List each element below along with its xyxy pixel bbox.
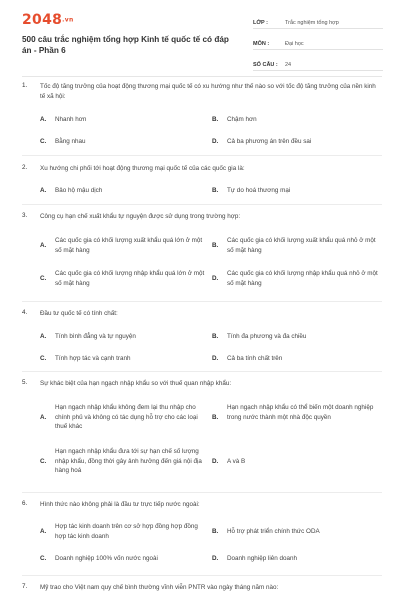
option-letter: C. xyxy=(40,555,47,562)
question-divider xyxy=(22,155,382,156)
option-text: Các quốc gia có khối lượng nhập khẩu quá nhỏ ở một số mặt hàng xyxy=(227,270,378,287)
option-letter: A. xyxy=(40,333,47,340)
question-number: 1. xyxy=(22,82,28,89)
question-number: 3. xyxy=(22,212,28,219)
document-title: 500 câu trắc nghiệm tổng hợp Kinh tế quốc tế có đáp án - Phần 6 xyxy=(22,35,229,55)
option-letter: A. xyxy=(40,528,47,535)
meta-key: SỐ CÂU : xyxy=(253,62,278,68)
question-divider xyxy=(22,204,382,205)
meta-value: 24 xyxy=(285,62,292,68)
meta-row-subject xyxy=(253,34,383,50)
meta-value: Trắc nghiệm tổng hợp xyxy=(285,20,339,26)
meta-row-class xyxy=(253,13,383,29)
option-text: Chậm hơn xyxy=(227,116,257,123)
option-text: Tính hợp tác và cạnh tranh xyxy=(55,355,131,362)
option-letter: B. xyxy=(212,528,219,535)
option-letter: D. xyxy=(212,555,219,562)
meta-value: Đại học xyxy=(285,41,304,47)
option-letter: A. xyxy=(40,414,47,421)
question-divider xyxy=(22,301,382,302)
question-text: Công cụ hạn chế xuất khẩu tự nguyện được sử dụng trong trường hợp: xyxy=(40,213,241,220)
question-number: 6. xyxy=(22,500,28,507)
option-letter: B. xyxy=(212,242,219,249)
meta-key: MÔN : xyxy=(253,41,270,47)
option-text: Các quốc gia có khối lượng nhập khẩu quá lớn ở một số mặt hàng xyxy=(55,270,205,287)
option-text: Doanh nghiệp 100% vốn nước ngoài xyxy=(55,555,158,562)
logo-suffix: .vn xyxy=(62,16,74,24)
document-meta xyxy=(253,13,383,76)
option-text: Bằng nhau xyxy=(55,138,86,145)
header xyxy=(0,0,400,68)
header-divider xyxy=(22,76,382,77)
option-letter: A. xyxy=(40,242,47,249)
question-number: 5. xyxy=(22,379,28,386)
question-divider xyxy=(22,371,382,372)
question-text: Đầu tư quốc tế có tính chất: xyxy=(40,310,118,317)
option-text: Hạn ngạch nhập khẩu không đem lại thu nhập cho chính phủ và không có tác dụng hỗ trợ cho các loại thuế khác xyxy=(55,404,198,430)
option-text: Tính bình đẳng và tự nguyện xyxy=(55,333,136,340)
site-logo[interactable] xyxy=(22,12,74,28)
option-letter: D. xyxy=(212,275,219,282)
question-text: Hình thức nào không phải là đầu tư trực tiếp nước ngoài: xyxy=(40,501,200,508)
option-letter: B. xyxy=(212,414,219,421)
option-letter: C. xyxy=(40,355,47,362)
option-letter: A. xyxy=(40,116,47,123)
option-text: Tự do hoá thương mại xyxy=(227,187,291,194)
option-letter: B. xyxy=(212,333,219,340)
meta-row-count xyxy=(253,55,383,71)
option-letter: C. xyxy=(40,275,47,282)
option-letter: B. xyxy=(212,187,219,194)
option-letter: D. xyxy=(212,355,219,362)
option-text: A và B xyxy=(227,458,246,465)
option-text: Hỗ trợ phát triển chính thức ODA xyxy=(227,528,320,535)
option-text: Tính đa phương và đa chiều xyxy=(227,333,307,340)
option-text: Cả ba phương án trên đều sai xyxy=(227,138,312,145)
question-divider xyxy=(22,575,382,576)
question-number: 2. xyxy=(22,164,28,171)
option-text: Nhanh hơn xyxy=(55,116,87,123)
option-letter: D. xyxy=(212,138,219,145)
question-number: 7. xyxy=(22,583,28,590)
option-letter: C. xyxy=(40,458,47,465)
option-letter: D. xyxy=(212,458,219,465)
option-text: Doanh nghiệp liên doanh xyxy=(227,555,298,562)
option-text: Hợp tác kinh doanh trên cơ sở hợp đồng hợp đồng hợp tác kinh doanh xyxy=(55,523,198,540)
option-text: Các quốc gia có khối lượng xuất khẩu quá lớn ở một số mặt hàng xyxy=(55,237,203,254)
question-text: Tốc độ tăng trưởng của hoạt động thương mại quốc tế có xu hướng như thế nào so với tốc độ tăng trưởng của nền kinh tế xã hội: xyxy=(40,83,376,100)
question-text: Xu hướng chi phối tới hoạt động thương mại quốc tế của các quốc gia là: xyxy=(40,165,245,172)
question-divider xyxy=(22,492,382,493)
option-letter: C. xyxy=(40,138,47,145)
logo-text: 2048 xyxy=(22,12,63,28)
meta-key: LỚP : xyxy=(253,20,268,26)
option-letter: B. xyxy=(212,116,219,123)
question-number: 4. xyxy=(22,309,28,316)
option-text: Bảo hộ mậu dịch xyxy=(55,187,103,194)
option-text: Hạn ngạch nhập khẩu đưa tới sự hạn chế số lượng nhập khẩu, đồng thời gây ảnh hưởng đến giá nội địa hàng hoá xyxy=(55,448,202,474)
option-text: Cả ba tính chất trên xyxy=(227,355,283,362)
option-letter: A. xyxy=(40,187,47,194)
option-text: Hạn ngạch nhập khẩu có thể biến một doanh nghiệp trong nước thành một nhà độc quyền xyxy=(227,404,374,421)
option-text: Các quốc gia có khối lượng xuất khẩu quá nhỏ ở một số mặt hàng xyxy=(227,237,376,254)
question-text: Sự khác biệt của hạn ngạch nhập khẩu so với thuế quan nhập khẩu: xyxy=(40,380,232,387)
question-text: Mỹ trao cho Việt nam quy chế bình thường vĩnh viễn PNTR vào ngày tháng năm nào: xyxy=(40,584,279,591)
